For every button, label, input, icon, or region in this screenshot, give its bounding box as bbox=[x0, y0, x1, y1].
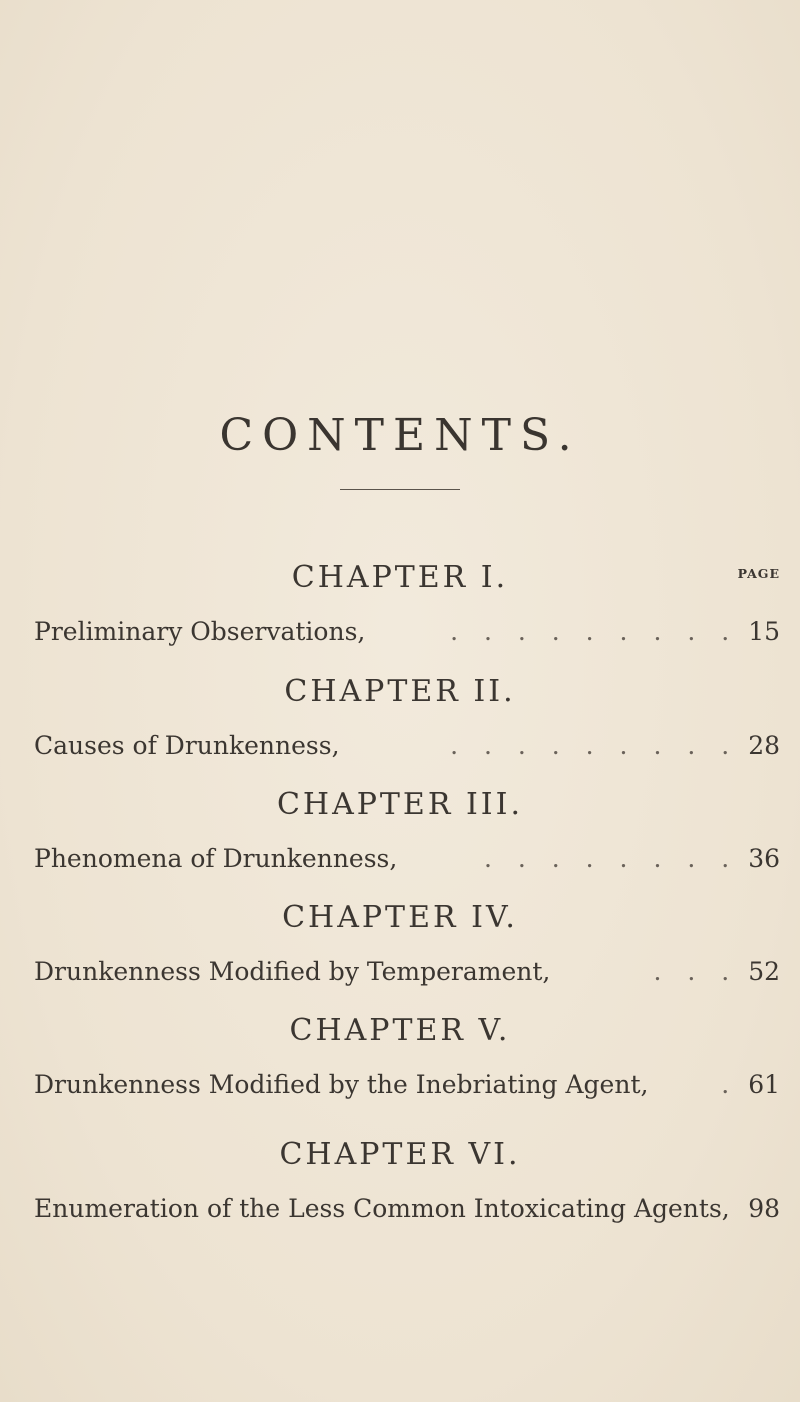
dot-leader: . bbox=[721, 1070, 739, 1099]
dot-leader: . . . . . . . . . bbox=[450, 731, 739, 760]
entry-title: Drunkenness Modified by Temperament, bbox=[34, 957, 551, 986]
entry-title: Enumeration of the Less Common Intoxicating Agents, bbox=[34, 1194, 730, 1223]
entry-title: Preliminary Observations, bbox=[34, 617, 366, 646]
entry-title: Drunkenness Modified by the Inebriating Agent, bbox=[34, 1070, 649, 1099]
toc-entry[interactable] bbox=[34, 617, 780, 646]
toc-entry[interactable] bbox=[34, 731, 780, 760]
entry-title: Causes of Drunkenness, bbox=[34, 731, 340, 760]
chapter-heading: CHAPTER I. bbox=[291, 560, 509, 595]
entry-page-number: 61 bbox=[748, 1070, 780, 1099]
entry-page-number: 36 bbox=[748, 844, 780, 873]
title-divider bbox=[340, 489, 460, 490]
dot-leader: . . . . . . . . bbox=[483, 844, 739, 873]
entry-page-number: 15 bbox=[748, 617, 780, 646]
chapter-heading: CHAPTER II. bbox=[284, 674, 516, 709]
toc-entry[interactable] bbox=[34, 844, 780, 873]
toc-entry[interactable] bbox=[34, 957, 780, 986]
entry-page-number: 98 bbox=[748, 1194, 780, 1223]
dot-leader: . . . bbox=[653, 957, 739, 986]
chapter-heading: CHAPTER V. bbox=[289, 1013, 511, 1048]
entry-title: Phenomena of Drunkenness, bbox=[34, 844, 398, 873]
toc-entry[interactable] bbox=[34, 1070, 780, 1099]
entry-page-number: 52 bbox=[748, 957, 780, 986]
chapter-heading: CHAPTER IV. bbox=[282, 900, 518, 935]
entry-page-number: 28 bbox=[748, 731, 780, 760]
contents-title: CONTENTS. bbox=[219, 410, 581, 461]
toc-entry[interactable] bbox=[34, 1194, 780, 1223]
page-column-heading: PAGE bbox=[737, 566, 780, 581]
chapter-heading: CHAPTER VI. bbox=[279, 1137, 521, 1172]
dot-leader: . . . . . . . . . bbox=[450, 617, 739, 646]
chapter-heading: CHAPTER III. bbox=[276, 787, 524, 822]
